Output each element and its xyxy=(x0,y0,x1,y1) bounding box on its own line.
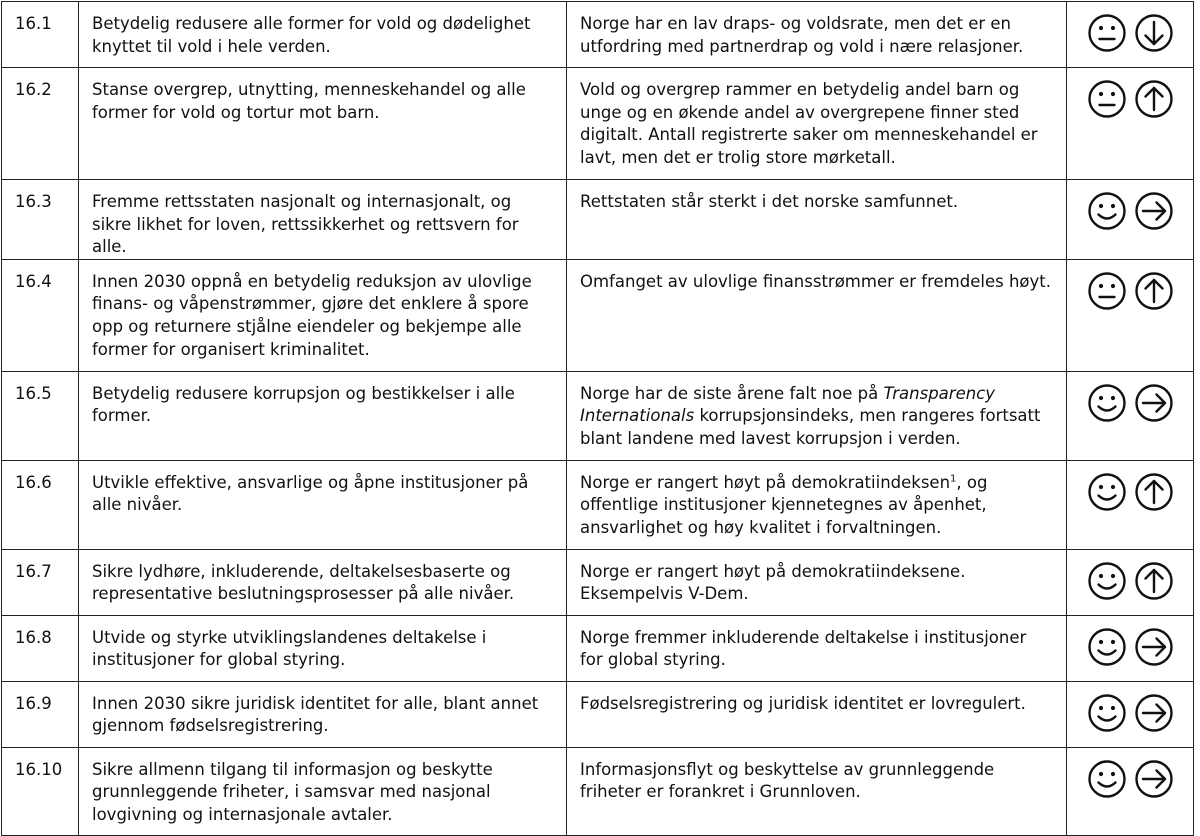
smiley-face-icon xyxy=(1087,693,1127,733)
status-description xyxy=(567,747,1067,835)
assessment-icons xyxy=(1067,681,1194,747)
assessment-icons xyxy=(1067,371,1194,460)
icon-pair xyxy=(1080,271,1181,311)
table-row xyxy=(2,259,1194,371)
icon-pair xyxy=(1080,13,1181,53)
status-text: Norge har de siste årene falt noe på xyxy=(580,383,884,403)
target-description: Innen 2030 sikre juridisk identitet for alle, blant annet gjennom fødselsregistrering. xyxy=(79,681,567,747)
table-row xyxy=(2,615,1194,681)
target-description: Utvide og styrke utviklingslandenes deltakelse i institusjoner for global styring. xyxy=(79,615,567,681)
assessment-icons xyxy=(1067,259,1194,371)
assessment-icons xyxy=(1067,615,1194,681)
right-arrow-icon xyxy=(1134,383,1174,423)
status-text: Omfanget av ulovlige finansstrømmer er fremdeles høyt. xyxy=(580,271,1051,291)
smiley-face-icon xyxy=(1087,627,1127,667)
icon-pair xyxy=(1080,693,1181,733)
status-description xyxy=(567,2,1067,68)
smiley-face-icon xyxy=(1087,759,1127,799)
smiley-face-icon xyxy=(1087,383,1127,423)
icon-pair xyxy=(1080,79,1181,119)
target-description: Sikre allmenn tilgang til informasjon og beskytte grunnleggende friheter, i samsvar med nasjonal lovgivning og internasjonale avtaler. xyxy=(79,747,567,835)
target-description: Betydelig redusere korrupsjon og bestikkelser i alle former. xyxy=(79,371,567,460)
smiley-face-icon xyxy=(1087,472,1127,512)
icon-pair xyxy=(1080,759,1181,799)
table-row xyxy=(2,681,1194,747)
assessment-icons xyxy=(1067,2,1194,68)
target-number: 16.7 xyxy=(2,549,79,615)
target-number: 16.6 xyxy=(2,460,79,549)
smiley-face-icon xyxy=(1087,561,1127,601)
right-arrow-icon xyxy=(1134,191,1174,231)
icon-pair xyxy=(1080,627,1181,667)
target-number: 16.3 xyxy=(2,180,79,260)
status-text: Norge er rangert høyt på demokratiindeksen xyxy=(580,472,951,492)
table-row xyxy=(2,460,1194,549)
neutral-face-icon xyxy=(1087,13,1127,53)
target-number: 16.1 xyxy=(2,2,79,68)
status-text: korrupsjonsindeks, men rangeres fortsatt blant landene med lavest korrupsjon i verden. xyxy=(580,406,1041,448)
table-row xyxy=(2,68,1194,180)
icon-pair xyxy=(1080,191,1181,231)
target-number: 16.10 xyxy=(2,747,79,835)
target-number: 16.2 xyxy=(2,68,79,180)
target-description: Innen 2030 oppnå en betydelig reduksjon av ulovlige finans- og våpenstrømmer, gjøre det enklere å spore opp og returnere stjålne eiendeler og bekjempe alle former for organisert kriminalitet. xyxy=(79,259,567,371)
icon-pair xyxy=(1080,472,1181,512)
target-number: 16.5 xyxy=(2,371,79,460)
status-text: Informasjonsflyt og beskyttelse av grunnleggende friheter er forankret i Grunnloven. xyxy=(580,759,995,802)
table-row xyxy=(2,180,1194,260)
status-text: , og offentlige institusjoner kjennetegnes av åpenhet, ansvarlighet og høy kvalitet i forvaltningen. xyxy=(580,472,988,537)
status-text: Rettstaten står sterkt i det norske samfunnet. xyxy=(580,192,959,211)
target-description: Betydelig redusere alle former for vold og dødelighet knyttet til vold i hele verden. xyxy=(79,2,567,68)
status-description xyxy=(567,68,1067,180)
table-row xyxy=(2,747,1194,835)
sdg16-target-table xyxy=(1,1,1194,836)
target-number: 16.4 xyxy=(2,259,79,371)
status-italic-text: Transparency Internationals xyxy=(580,383,996,426)
status-description xyxy=(567,371,1067,460)
status-description xyxy=(567,259,1067,371)
up-arrow-icon xyxy=(1134,561,1174,601)
assessment-icons xyxy=(1067,549,1194,615)
target-description: Utvikle effektive, ansvarlige og åpne institusjoner på alle nivåer. xyxy=(79,460,567,549)
footnote-marker: 1 xyxy=(950,473,957,485)
up-arrow-icon xyxy=(1134,472,1174,512)
status-description xyxy=(567,615,1067,681)
target-description: Fremme rettsstaten nasjonalt og internasjonalt, og sikre likhet for loven, rettssikkerhet og rettsvern for alle. xyxy=(79,180,567,260)
up-arrow-icon xyxy=(1134,271,1174,311)
table-row xyxy=(2,549,1194,615)
neutral-face-icon xyxy=(1087,271,1127,311)
status-description xyxy=(567,180,1067,260)
status-description xyxy=(567,681,1067,747)
status-description xyxy=(567,460,1067,549)
status-text: Norge er rangert høyt på demokratiindeksene. Eksempelvis V-Dem. xyxy=(580,561,966,604)
icon-pair xyxy=(1080,561,1181,601)
assessment-icons xyxy=(1067,180,1194,260)
assessment-icons xyxy=(1067,747,1194,835)
assessment-icons xyxy=(1067,460,1194,549)
right-arrow-icon xyxy=(1134,759,1174,799)
down-arrow-icon xyxy=(1134,13,1174,53)
right-arrow-icon xyxy=(1134,627,1174,667)
icon-pair xyxy=(1080,383,1181,423)
right-arrow-icon xyxy=(1134,693,1174,733)
target-number: 16.8 xyxy=(2,615,79,681)
up-arrow-icon xyxy=(1134,79,1174,119)
status-text: Norge har en lav draps- og voldsrate, men det er en utfordring med partnerdrap og vold i nære relasjoner. xyxy=(580,14,1024,56)
smiley-face-icon xyxy=(1087,191,1127,231)
table-row xyxy=(2,2,1194,68)
status-text: Vold og overgrep rammer en betydelig andel barn og unge og en økende andel av overgrepene finner sted digitalt. Antall registrerte saker om menneskehandel er lavt, men det er trolig store mørketall. xyxy=(580,80,1038,167)
target-description: Stanse overgrep, utnytting, menneskehandel og alle former for vold og tortur mot barn. xyxy=(79,68,567,180)
target-number: 16.9 xyxy=(2,681,79,747)
table-row xyxy=(2,371,1194,460)
target-description: Sikre lydhøre, inkluderende, deltakelsesbaserte og representative beslutningsprosesser på alle nivåer. xyxy=(79,549,567,615)
status-text: Norge fremmer inkluderende deltakelse i institusjoner for global styring. xyxy=(580,627,1027,670)
table-body xyxy=(2,2,1194,836)
assessment-icons xyxy=(1067,68,1194,180)
status-description xyxy=(567,549,1067,615)
status-text: Fødselsregistrering og juridisk identitet er lovregulert. xyxy=(580,693,1026,713)
neutral-face-icon xyxy=(1087,79,1127,119)
